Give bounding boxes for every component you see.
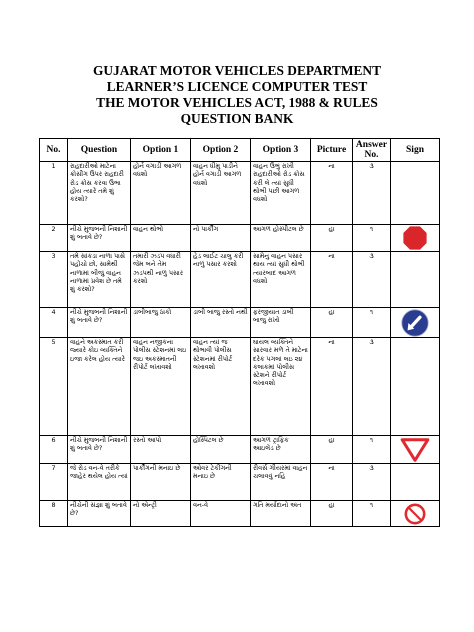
table-row bbox=[40, 338, 440, 436]
cell-question: તમે સાંકડા નાળા પાસે પહોંચો છો, સામેથી નાળામાં બીજું વાહન નાળામાં પ્રવેશ છે તમે શું કરશો? bbox=[68, 252, 131, 308]
table-row bbox=[40, 501, 440, 527]
cell-answer: ૩ bbox=[353, 338, 391, 436]
title-line-3: THE MOTOR VEHICLES ACT, 1988 & RULES bbox=[96, 95, 378, 110]
cell-no: 1 bbox=[40, 162, 68, 225]
cell-picture: હા bbox=[311, 436, 353, 464]
cell-sign bbox=[391, 501, 440, 527]
cell-question: નીચેની સંજ્ઞા શું બતાવે છે? bbox=[68, 501, 131, 527]
cell-option3: ફરજીયાત ડાબી બાજુ રાખો bbox=[251, 308, 311, 338]
cell-question: નીચે મુજબની નિશાની શું બતાવે છે? bbox=[68, 225, 131, 252]
title-line-1: GUJARAT MOTOR VEHICLES DEPARTMENT bbox=[92, 63, 382, 78]
cell-option2: હોસ્પિટલ છે bbox=[191, 436, 251, 464]
cell-no: 5 bbox=[40, 338, 68, 436]
cell-option3: આગળ ટ્રાફિક આઇલેંડ છે bbox=[251, 436, 311, 464]
cell-answer: ૧ bbox=[353, 308, 391, 338]
cell-option3: આગળ હોસ્પીટલ છે bbox=[251, 225, 311, 252]
cell-sign bbox=[391, 252, 440, 308]
cell-option2: વાહન ધીમુ પાડીને હોર્ન વગાડી આગળ વધશો bbox=[191, 162, 251, 225]
cell-option2: હેડ લાઈટ ચાલુ કરી નાળુ પસાર કરશો bbox=[191, 252, 251, 308]
cell-sign bbox=[391, 308, 440, 338]
cell-option1: તમારી ઝડપ વધારી જેમ બને તેમ ઝડપથી નાળુ પસાર કરશો bbox=[131, 252, 191, 308]
cell-no: 8 bbox=[40, 501, 68, 527]
cell-answer: ૩ bbox=[353, 464, 391, 501]
header-option2: Option 2 bbox=[191, 139, 251, 162]
cell-option2: વન-વે bbox=[191, 501, 251, 527]
cell-option3: ઘાયલ વ્યક્તિને સારવાર મળે તે માટેના દરેક પગલાં લઇ ૨૪ કલાકમાં પોલીસ સ્ટેશને રીપોર્ટ લખાવશો bbox=[251, 338, 311, 436]
cell-option2: ઓવર ટેકીંગની મનાઇ છે bbox=[191, 464, 251, 501]
table-row bbox=[40, 464, 440, 501]
cell-option1: રસ્તો આપો bbox=[131, 436, 191, 464]
header-sign: Sign bbox=[391, 139, 440, 162]
table-row bbox=[40, 308, 440, 338]
cell-option3: સામેનુ વાહન પસાર થાય ત્યાં સુધી થોભી ત્યારબાદ આગળ વધશો bbox=[251, 252, 311, 308]
cell-option1: ડાબીબાજુ ઠાકો bbox=[131, 308, 191, 338]
cell-question: નીચે મુજબની નિશાની શું બતાવે છે? bbox=[68, 308, 131, 338]
title-line-4: QUESTION BANK bbox=[180, 111, 294, 126]
cell-picture: ના bbox=[311, 464, 353, 501]
cell-option1: હોર્ન વગાડી આગળ વધશો bbox=[131, 162, 191, 225]
table-row bbox=[40, 436, 440, 464]
cell-sign bbox=[391, 464, 440, 501]
cell-no: 3 bbox=[40, 252, 68, 308]
stop-sign-icon bbox=[400, 225, 430, 251]
cell-option2: વાહન ત્યાં જ થોભાવી પોલીસ સ્ટેશનમાં રીપોર્ટ લખાવશો bbox=[191, 338, 251, 436]
cell-question: રાહદારીઓ માટેના ક્રોસીંગ ઉપર રાહદારી રોડ ક્રોસ કરવા ઉભા હોય ત્યારે તમે શું કરશો? bbox=[68, 162, 131, 225]
header-question: Question bbox=[68, 139, 131, 162]
header-option3: Option 3 bbox=[251, 139, 311, 162]
table-header-row bbox=[40, 139, 440, 162]
cell-sign bbox=[391, 338, 440, 436]
header-picture: Picture bbox=[311, 139, 353, 162]
cell-no: 4 bbox=[40, 308, 68, 338]
cell-option1: નો એન્ટ્રી bbox=[131, 501, 191, 527]
table-row bbox=[40, 252, 440, 308]
table-row bbox=[40, 225, 440, 252]
cell-option3: રીવર્સ ગીયરમાં વાહન ચલાવવું નહિ bbox=[251, 464, 311, 501]
cell-option3: વાહન ઉભું રાખી રાહદારીઓ રોડ ક્રોસ કરી લે ત્યાં સુધી થોભી પછી આગળ વધશો bbox=[251, 162, 311, 225]
cell-no: 6 bbox=[40, 436, 68, 464]
cell-option1: પાર્કીંગની મનાઇ છે bbox=[131, 464, 191, 501]
cell-option1: વાહન નજીકના પોલીસ સ્ટેશનમાં લઇ જઇ અકસ્માતની રીપોર્ટ લખાવશો bbox=[131, 338, 191, 436]
cell-option3: ગતિ મર્યાદાનો અંત bbox=[251, 501, 311, 527]
cell-no: 7 bbox=[40, 464, 68, 501]
header-option1: Option 1 bbox=[131, 139, 191, 162]
cell-answer: ૧ bbox=[353, 225, 391, 252]
cell-sign bbox=[391, 436, 440, 464]
cell-answer: ૧ bbox=[353, 501, 391, 527]
header-no: No. bbox=[40, 139, 68, 162]
keep-left-sign-icon bbox=[398, 309, 432, 337]
cell-sign bbox=[391, 162, 440, 225]
cell-question: નીચે મુજબની નિશાની શું બતાવે છે? bbox=[68, 436, 131, 464]
cell-picture: હા bbox=[311, 225, 353, 252]
cell-option1: વાહન થોભો bbox=[131, 225, 191, 252]
cell-picture: ના bbox=[311, 338, 353, 436]
question-bank-table bbox=[39, 138, 440, 527]
cell-picture: ના bbox=[311, 252, 353, 308]
table-row bbox=[40, 162, 440, 225]
cell-no: 2 bbox=[40, 225, 68, 252]
cell-answer: ૩ bbox=[353, 162, 391, 225]
cell-picture: હા bbox=[311, 501, 353, 527]
give-way-sign-icon bbox=[398, 438, 432, 462]
cell-question: વાહને અકસ્માત કરી જ્યારે કોઇ વ્યક્તિને ઇજા કરેલ હોય ત્યારે bbox=[68, 338, 131, 436]
cell-option2: નો પાર્કીંગ bbox=[191, 225, 251, 252]
cell-sign bbox=[391, 225, 440, 252]
cell-question: જે રોડ વન-વે તરીકે જાહેર થયેલ હોય ત્યાં bbox=[68, 464, 131, 501]
cell-answer: ૩ bbox=[353, 252, 391, 308]
cell-picture: ના bbox=[311, 162, 353, 225]
cell-answer: ૧ bbox=[353, 436, 391, 464]
cell-picture: હા bbox=[311, 308, 353, 338]
header-answer: Answer No. bbox=[353, 139, 391, 162]
cell-option2: ડાબી બાજુ રસ્તો નથી bbox=[191, 308, 251, 338]
title-line-2: LEARNER’S LICENCE COMPUTER TEST bbox=[106, 79, 368, 94]
no-entry-sign-icon bbox=[400, 503, 430, 525]
